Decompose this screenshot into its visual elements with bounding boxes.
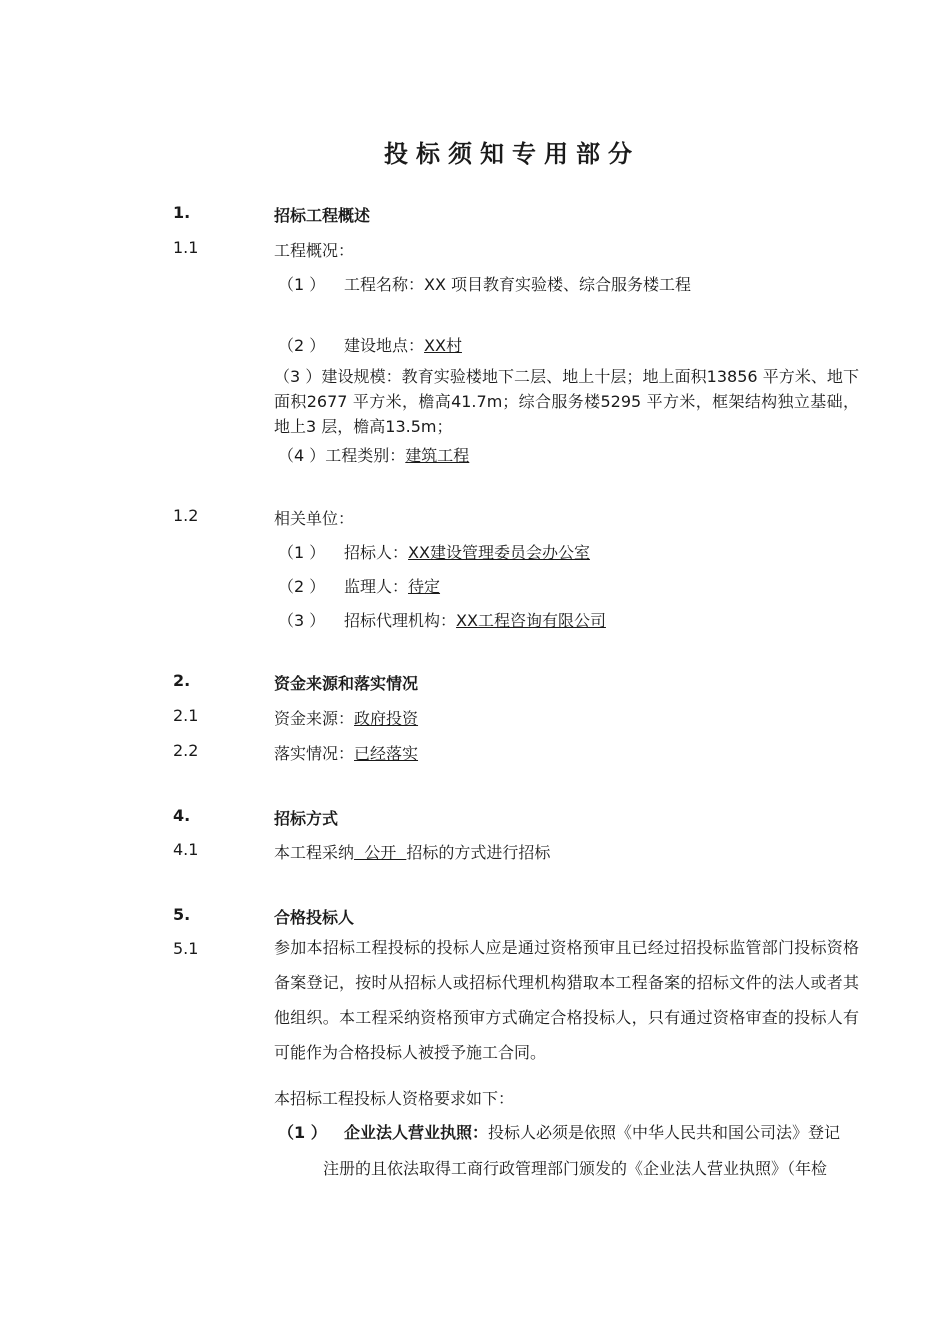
item-value: XX村 — [424, 336, 462, 355]
item-prefix: 资金来源： — [274, 709, 355, 728]
section-heading: 资金来源和落实情况 — [274, 674, 419, 693]
item-prefix: 招标人： — [344, 543, 409, 562]
item-value: 政府投资 — [354, 709, 419, 728]
item-value: 待定 — [408, 577, 441, 596]
subsection-number: 1.1 — [173, 238, 199, 257]
item-label: （2 ） — [278, 577, 326, 596]
section-number: 2. — [173, 671, 191, 690]
subsection-number: 1.2 — [173, 506, 199, 525]
item-prefix: 建设地点： — [344, 336, 425, 355]
item-label: （2 ） — [278, 336, 326, 355]
list-item — [278, 272, 691, 295]
item-label: （3 ） — [278, 611, 326, 630]
subsection-label: 工程概况： — [274, 241, 355, 260]
subsection-text — [274, 741, 418, 764]
list-item — [278, 540, 590, 563]
item-bold-title: 企业法人营业执照： — [344, 1123, 489, 1142]
item-value: 已经落实 — [354, 744, 419, 763]
item-prefix: 招标代理机构： — [344, 611, 457, 630]
item-value: XX建设管理委员会办公室 — [408, 543, 590, 562]
subsection-label: 相关单位： — [274, 509, 355, 528]
item-label: （1 ） — [278, 1123, 327, 1142]
requirement-item — [278, 1120, 860, 1143]
item-prefix: 监理人： — [344, 577, 409, 596]
list-item — [278, 608, 606, 631]
section-heading: 招标方式 — [274, 809, 339, 828]
item-value: 建筑工程 — [405, 446, 470, 465]
subsection-number: 2.2 — [173, 741, 199, 760]
subsection-number: 4.1 — [173, 840, 199, 859]
item-suffix: 招标的方式进行招标 — [406, 843, 551, 862]
requirement-item-continuation: 注册的且依法取得工商行政管理部门颁发的《企业法人营业执照》（年检 — [323, 1159, 828, 1178]
item-prefix: 落实情况： — [274, 744, 355, 763]
subsection-number: 2.1 — [173, 706, 199, 725]
item-value: 公开 — [354, 843, 407, 862]
paragraph: 参加本招标工程投标的投标人应是通过资格预审且已经过招投标监管部门投标资格备案登记，按时从招标人或招标代理机构猎取本工程备案的招标文件的法人或者其他组织。本工程采纳资格预审方式确定合格投标人，只有通过资格审查的投标人有可能作为合格投标人被授予施工合同。 — [274, 938, 859, 1062]
section-number: 4. — [173, 806, 191, 825]
item-label: （1 ） — [278, 543, 326, 562]
item-label: （1 ） — [278, 275, 326, 294]
item-text: 投标人必须是依照《中华人民共和国公司法》登记 — [488, 1123, 841, 1142]
item-value: XX工程咨询有限公司 — [456, 611, 606, 630]
subsection-number: 5.1 — [173, 939, 199, 958]
list-item — [278, 333, 462, 356]
list-item — [278, 574, 440, 597]
item-prefix: （4 ）工程类别： — [278, 446, 406, 465]
subsection-text — [274, 840, 550, 863]
section-heading: 招标工程概述 — [274, 206, 371, 225]
item-prefix: 本工程采纳 — [274, 843, 355, 862]
page-title: 投标须知专用部分 — [384, 140, 640, 168]
list-item — [278, 443, 469, 466]
section-number: 1. — [173, 203, 191, 222]
subsection-text — [274, 706, 418, 729]
section-heading: 合格投标人 — [274, 908, 355, 927]
item-text: 工程名称：XX 项目教育实验楼、综合服务楼工程 — [344, 275, 692, 294]
section-number: 5. — [173, 905, 191, 924]
list-item-paragraph: （3 ）建设规模：教育实验楼地下二层、地上十层；地上面积13856 平方米、地下面积2677 平方米，檐高41.7m；综合服务楼5295 平方米，框架结构独立基础，地上3 层，檐高13.5m； — [274, 367, 859, 436]
requirements-intro: 本招标工程投标人资格要求如下： — [274, 1089, 515, 1108]
